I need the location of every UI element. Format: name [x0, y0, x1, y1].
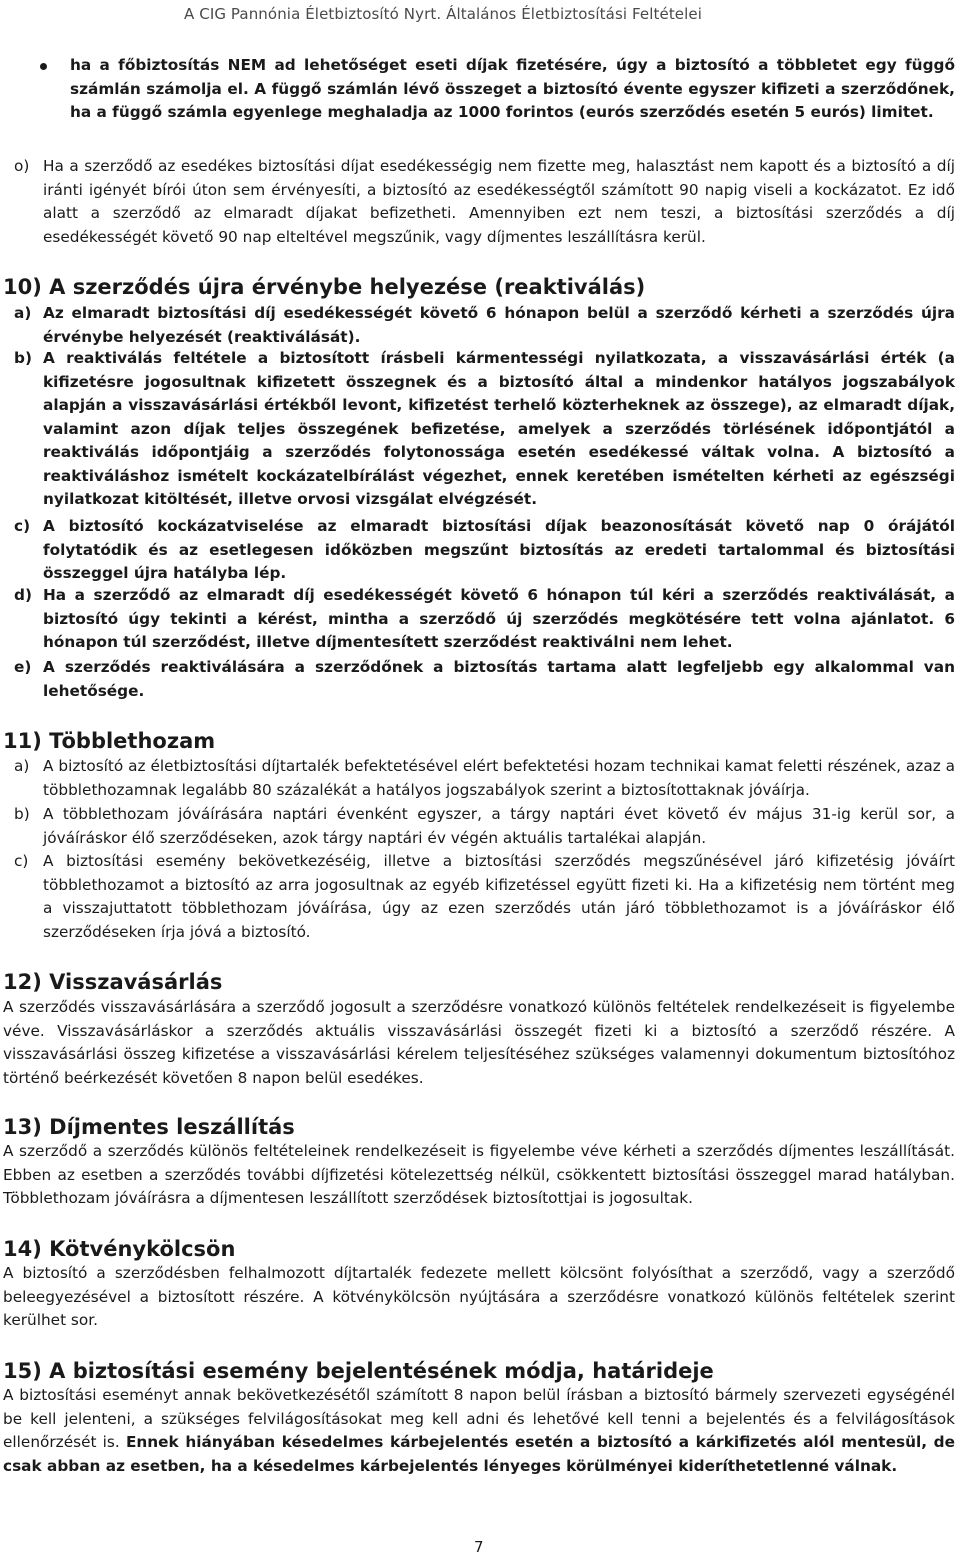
- s11-item-c-label: c): [14, 852, 29, 870]
- s10-item-c-text: A biztosító kockázatviselése az elmaradt biztosítási díjak beazonosítását követő nap 0 órájától folytatódik és az esetlegesen időközben megszűnt biztosítás az eredeti tartalommal és biztosítási összeggel újra hatályba lép.: [43, 517, 955, 582]
- section-10-title: A szerződés újra érvénybe helyezése (reaktiválás): [49, 275, 646, 299]
- s11-item-a-label: a): [14, 757, 30, 775]
- s10-item-e-label: e): [14, 658, 32, 676]
- item-o-text: Ha a szerződő az esedékes biztosítási díjat esedékességig nem fizette meg, halasztást nem kapott és a biztosító a díj iránti igényét bírói úton sem érvényesíti, a biztosító az esedékességtől számított 90 napig viseli a kockázatot. Ez idő alatt a szerződő az elmaradt díjakat befizetheti. Amennyiben ezt nem teszi, a biztosítási szerződés a díj esedékességét követő 90 nap elteltével megszűnik, vagy díjmentes leszállításra kerül.: [43, 157, 955, 246]
- section-15-number: 15): [3, 1359, 42, 1383]
- section-15-paragraph: [3, 1384, 955, 1478]
- section-11-heading: [3, 728, 215, 754]
- s11-item-a-text: A biztosító az életbiztosítási díjtartalék befektetésével elért befektetési hozam technikai kamat feletti részének, azaz a többlethozamnak legalább 80 százalékát a hatályos jogszabályok szerint a biztosítottaknak jóváírja.: [43, 757, 955, 799]
- section-12-heading: [3, 969, 222, 995]
- bullet-icon: [40, 63, 47, 70]
- item-o-label: o): [14, 157, 30, 175]
- s10-item-e-text: A szerződés reaktiválására a szerződőnek a biztosítás tartama alatt legfeljebb egy alkalommal van lehetősége.: [43, 658, 955, 700]
- s10-item-b-text: A reaktiválás feltétele a biztosított írásbeli kármentességi nyilatkozata, a visszavásárlási érték (a kifizetésre jogosultnak kifizetett összegnek és a biztosító által a mindenkor hatályos jogszabályok alapján a visszavásárlási értékből levont, kifizetést terhelő közterheknek az összege), az elmaradt díjak, valamint azon díjak teljes összegének befizetése, amelyek a szerződés törlésének időpontjától a reaktiválás időpontjáig a szerződés folytonossága esetén esedékessé váltak volna. A biztosító a reaktiváláshoz ismételt kockázatelbírálást végezhet, ennek keretében ismételten kérheti az egészségi nyilatkozat kitöltését, illetve orvosi vizsgálat elvégzését.: [43, 349, 955, 508]
- section-12-number: 12): [3, 970, 42, 994]
- section-13-number: 13): [3, 1115, 42, 1139]
- section-14-paragraph: A biztosító a szerződésben felhalmozott díjtartalék fedezete mellett kölcsönt folyósíthat a szerződő, vagy a szerződő beleegyezésével a biztosított részére. A kötvénykölcsön nyújtására a szerződésre vonatkozó különös feltételek szerint kerülhet sor.: [3, 1264, 955, 1329]
- s10-item-d-label: d): [14, 586, 32, 604]
- section-15-bold-text: Ennek hiányában késedelmes kárbejelentés esetén a biztosító a kárkifizetés alól mentesül, de csak abban az esetben, ha a késedelmes kárbejelentés lényeges körülményei kideríthetetlenné válnak.: [3, 1433, 956, 1475]
- s10-item-a-text: Az elmaradt biztosítási díj esedékességét követő 6 hónapon belül a szerződő kérheti a szerződés újra érvénybe helyezését (reaktiválását).: [43, 304, 955, 346]
- section-14-number: 14): [3, 1237, 42, 1261]
- section-13-heading: [3, 1114, 295, 1140]
- s10-item-c-label: c): [14, 517, 31, 535]
- running-header: A CIG Pannónia Életbiztosító Nyrt. Általános Életbiztosítási Feltételei: [184, 5, 702, 23]
- section-12-title: Visszavásárlás: [49, 970, 223, 994]
- section-10-heading: [3, 274, 645, 300]
- section-15-text: A biztosítási eseményt annak bekövetkezésétől számított 8 napon belül írásban a biztosító bármely szervezeti egységénél be kell jelenteni, a szükséges felvilágosításokat meg kell adni és lehetővé kell tenni a bejelentés és a felvilágosítások ellenőrzését is.: [3, 1386, 955, 1451]
- s11-item-b-label: b): [14, 805, 30, 823]
- section-11-number: 11): [3, 729, 42, 753]
- section-14-title: Kötvénykölcsön: [49, 1237, 236, 1261]
- page-number: 7: [474, 1538, 484, 1556]
- section-15-heading: [3, 1358, 714, 1384]
- section-14-heading: [3, 1236, 235, 1262]
- s11-item-b-text: A többlethozam jóváírására naptári évenként egyszer, a tárgy naptári évet követő év május 31-ig kerül sor, a jóváíráskor élő szerződéseken, azok tárgy naptári év végén aktuális tartalékai alapján.: [43, 805, 955, 847]
- s10-item-a-label: a): [14, 304, 32, 322]
- section-15-title: A biztosítási esemény bejelentésének módja, határideje: [49, 1359, 714, 1383]
- section-12-paragraph: A szerződés visszavásárlására a szerződő jogosult a szerződésre vonatkozó különös feltételek rendelkezéseit is figyelembe véve. Visszavásárláskor a szerződés aktuális visszavásárlási összegét fizeti ki a biztosító a szerződő részére. A visszavásárlási összeg kifizetése a visszavásárlási kérelem teljesítéséhez szükséges valamennyi dokumentum biztosítóhoz történő beérkezését követően 8 napon belül esedékes.: [3, 998, 955, 1087]
- s10-item-d-text: Ha a szerződő az elmaradt díj esedékességét követő 6 hónapon túl kéri a szerződés reaktiválását, a biztosító úgy tekinti a kérést, mintha a szerződő új szerződés megkötésére tett volna ajánlatot. 6 hónapon túl szerződést, illetve díjmentesített szerződést reaktiválni nem lehet.: [43, 586, 955, 651]
- bullet-paragraph: ha a főbiztosítás NEM ad lehetőséget eseti díjak fizetésére, úgy a biztosító a többletet egy függő számlán számolja el. A függő számlán lévő összeget a biztosító évente egyszer kifizeti a szerződőnek, ha a függő számla egyenlege meghaladja az 1000 forintos (eurós szerződés esetén 5 eurós) limitet.: [70, 56, 955, 121]
- s11-item-c-text: A biztosítási esemény bekövetkezéséig, illetve a biztosítási szerződés megszűnésével járó kifizetésig jóváírt többlethozamot a biztosító az arra jogosultnak az egyéb kifizetéssel együtt fizeti ki. Ha a kifizetésig nem történt meg a visszajuttatott többlethozam jóváírása, úgy az ezen szerződés után járó többlethozamot is a jóváíráskor élő szerződéseken írja jóvá a biztosító.: [43, 852, 955, 941]
- section-11-title: Többlethozam: [49, 729, 216, 753]
- section-10-number: 10): [3, 275, 42, 299]
- s10-item-b-label: b): [14, 349, 32, 367]
- section-13-title: Díjmentes leszállítás: [49, 1115, 295, 1139]
- section-13-paragraph: A szerződő a szerződés különös feltételeinek rendelkezéseit is figyelembe véve kérheti a szerződés díjmentes leszállítását. Ebben az esetben a szerződés további díjfizetési kötelezettség nélkül, csökkentett biztosítási összeggel marad hatályban. Többlethozam jóváírásra a díjmentesen leszállított szerződések biztosítottjai is jogosultak.: [3, 1142, 955, 1207]
